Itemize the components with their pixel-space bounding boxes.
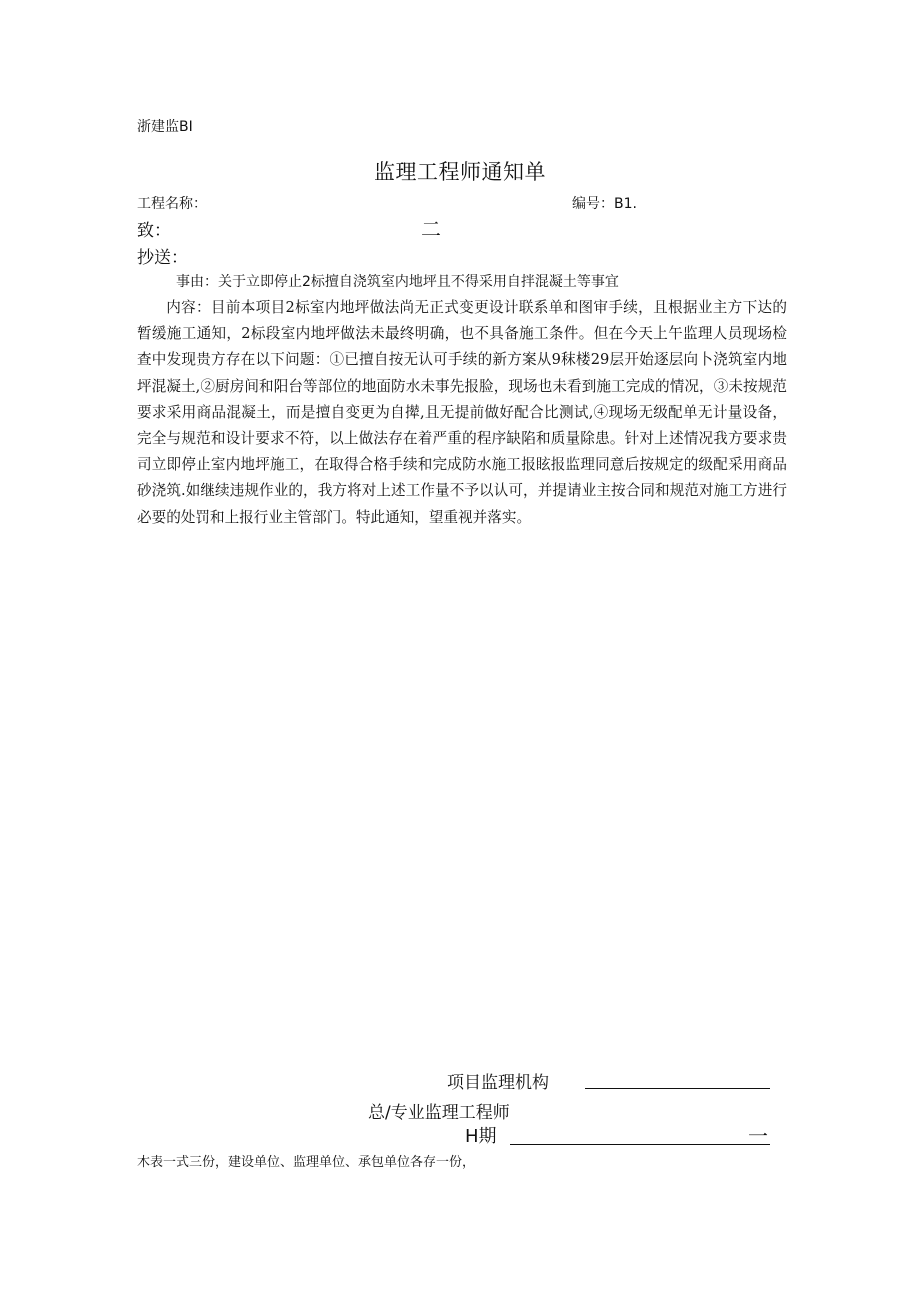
subject-line: 事由：关于立即停止2标擅自浇筑室内地坪且不得采用自拌混凝土等事宜 [176, 274, 619, 290]
supervision-org-line [585, 1088, 770, 1089]
project-name-label: 工程名称： [137, 196, 207, 212]
date-line [510, 1144, 770, 1145]
document-number: 编号：B1. [572, 196, 637, 212]
form-code: 浙建监BI [137, 119, 193, 135]
engineer-label: 总/专业监理工程师 [368, 1103, 510, 1123]
page-title: 监理工程师通知单 [374, 160, 546, 184]
to-label: 致： [137, 221, 171, 241]
cc-label: 抄送： [137, 248, 188, 268]
date-label: H期 [465, 1126, 497, 1147]
date-dash: 一 [748, 1124, 768, 1148]
to-value: 二 [421, 217, 441, 241]
footer-note: 木表一式三份，建设单位、监理单位、承包单位各存一份， [137, 1155, 476, 1170]
content-paragraph: 内容：目前本项目2标室内地坪做法尚无正式变更设计联系单和图审手续，且根据业主方下达的暂缓施工通知，2标段室内地坪做法未最终明确，也不具备施工条件。但在今天上午监理人员现场检查中发现贵方存在以下问题：①已擅自按无认可手续的新方案从9秣楼29层开始逐层向卜浇筑室内地坪混凝土,②厨房间和阳台等部位的地面防水未事先报脸，现场也未看到施工完成的情况，③未按规范要求采用商品混凝土，而是擅自变更为自撵,且无提前做好配合比测试,④现场无级配单无计量设备，完全与规范和设计要求不符，以上做法存在着严重的程序缺陷和质量除患。针对上述情况我方要求贵司立即停止室内地坪施工，在取得合格手续和完成防水施工报眩报监理同意后按规定的级配采用商品砂浇筑.如继续违规作业的，我方将对上述工作量不予以认可，并提请业主按合同和规范对施工方进行必要的处罚和上报行业主管部门。特此通知，望重视并落实。 [137, 299, 787, 526]
supervision-org-label: 项目监理机构 [447, 1073, 549, 1093]
